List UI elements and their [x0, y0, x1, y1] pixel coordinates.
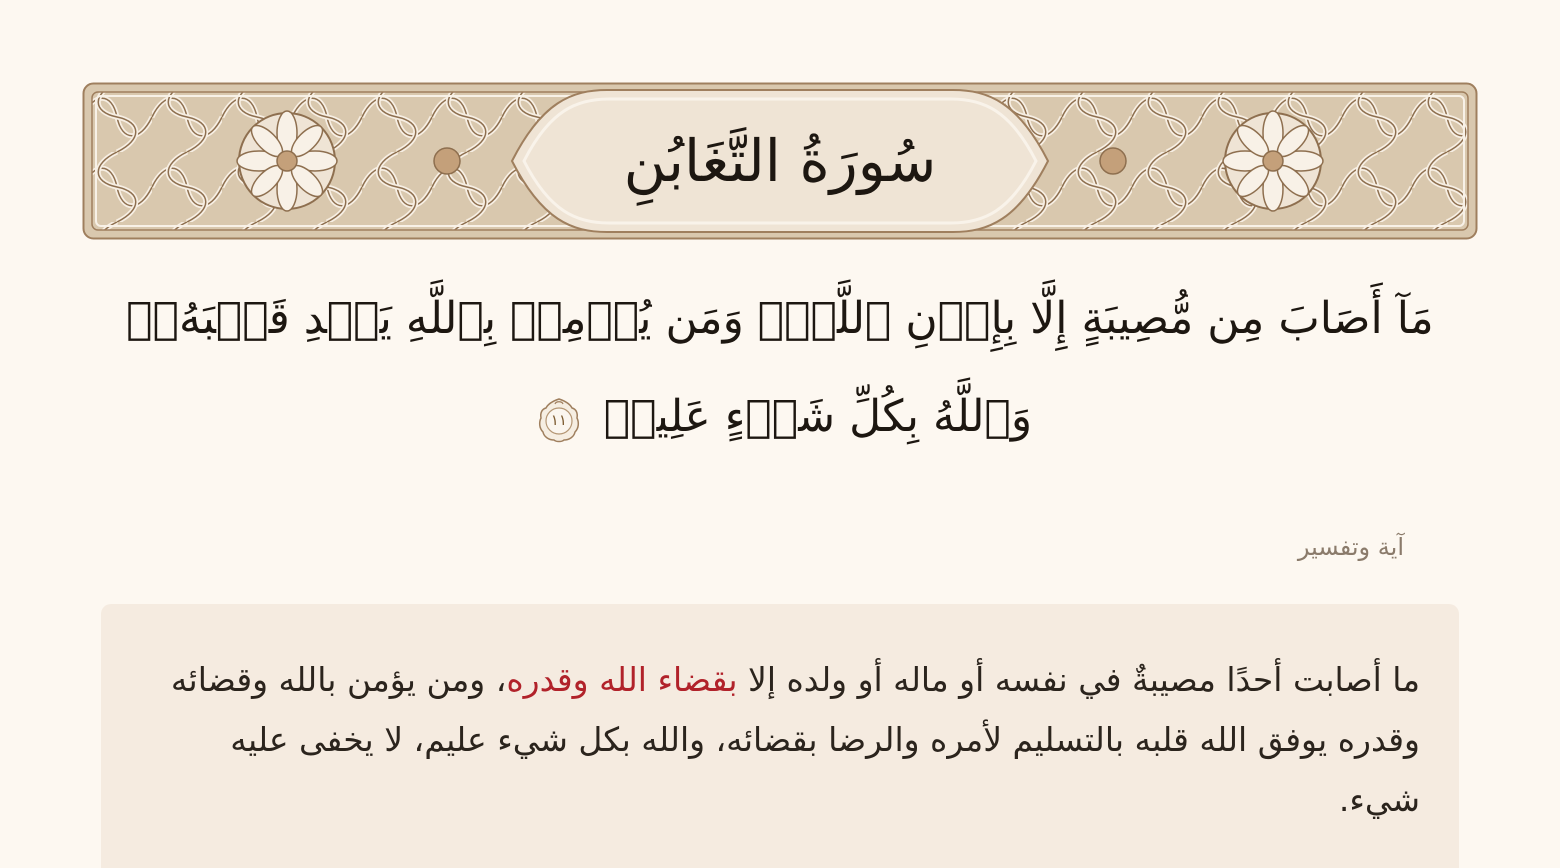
- surah-header-banner: [82, 82, 1478, 240]
- ayah-container: [110, 270, 1450, 480]
- surah-title: سُورَةُ التَّغَابُنِ: [623, 127, 937, 195]
- ayah-text: مَآ أَصَابَ مِن مُّصِيبَةٍ إِلَّا بِإِذۡنِ ٱللَّهِۗ وَمَن يُؤۡمِنۢ بِٱللَّهِ يَهۡدِ قَلۡبَهُۥۚ وَٱللَّهُ بِكُلِّ شَيۡءٍ عَلِيمٞ: [126, 293, 1434, 442]
- tafsir-highlight: بقضاء الله وقدره: [506, 660, 738, 699]
- tafsir-part-1: ما أصابت أحدًا مصيبةٌ في نفسه أو ماله أو ولده إلا: [737, 660, 1420, 699]
- ornament-dot-left-icon: [434, 148, 460, 174]
- tafsir-part-2: ، ومن يؤمن بالله وقضائه وقدره يوفق الله قلبه بالتسليم لأمره والرضا بقضائه، والله بكل شيء عليم، لا يخفى عليه شيء.: [170, 660, 1420, 819]
- ayah-paragraph: [110, 270, 1450, 466]
- tafsir-paragraph: [140, 650, 1420, 830]
- ayah-number-badge: [538, 397, 580, 443]
- ornamental-frame: [82, 82, 1478, 240]
- ayah-number: ١١: [550, 410, 567, 429]
- section-label: آية وتفسير: [1297, 533, 1404, 561]
- ornament-dot-right-icon: [1100, 148, 1126, 174]
